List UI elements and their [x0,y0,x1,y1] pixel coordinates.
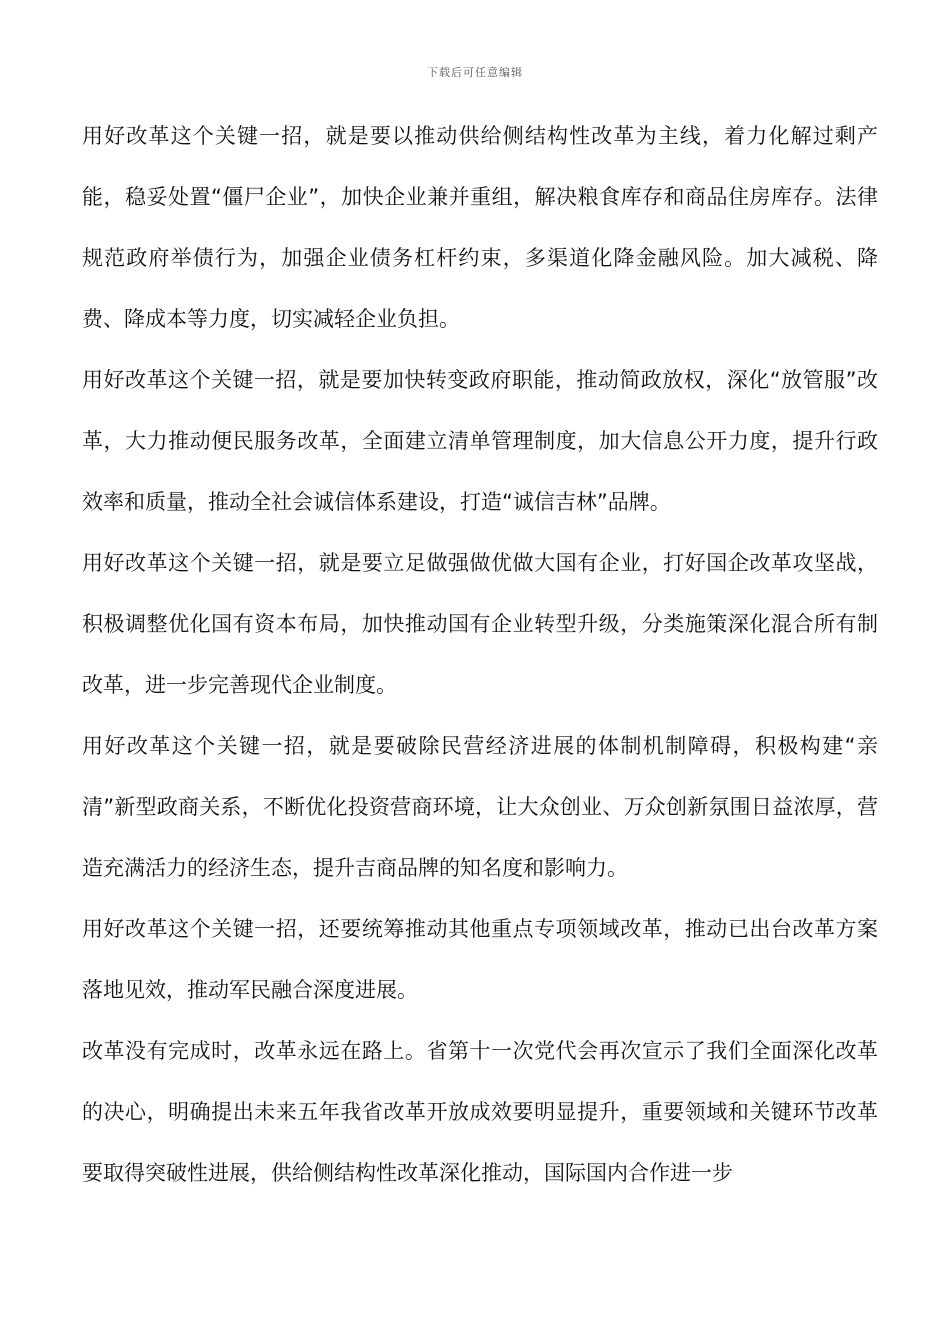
paragraph-4: 用好改革这个关键一招，就是要破除民营经济进展的体制机制障碍，积极构建“亲清”新型政商关系，不断优化投资营商环境，让大众创业、万众创新氛围日益浓厚，营造充满活力的经济生态，提升吉商品牌的知名度和影响力。 [82,734,878,880]
document-body [82,106,878,1204]
paragraph-6: 改革没有完成时，改革永远在路上。省第十一次党代会再次宣示了我们全面深化改革的决心，明确提出未来五年我省改革开放成效要明显提升，重要领域和关键环节改革要取得突破性进展，供给侧结构性改革深化推动，国际国内合作进一步 [82,1039,878,1185]
page-header: 下载后可任意编辑 [427,66,523,79]
paragraph-3: 用好改革这个关键一招，就是要立足做强做优做大国有企业，打好国企改革攻坚战，积极调整优化国有资本布局，加快推动国有企业转型升级，分类施策深化混合所有制改革，进一步完善现代企业制度。 [82,551,878,697]
paragraph-5: 用好改革这个关键一招，还要统筹推动其他重点专项领域改革，推动已出台改革方案落地见效，推动军民融合深度进展。 [82,917,878,1002]
paragraph-1: 用好改革这个关键一招，就是要以推动供给侧结构性改革为主线，着力化解过剩产能，稳妥处置“僵尸企业”，加快企业兼并重组，解决粮食库存和商品住房库存。法律规范政府举债行为，加强企业债务杠杆约束，多渠道化降金融风险。加大减税、降费、降成本等力度，切实减轻企业负担。 [82,124,878,331]
paragraph-2: 用好改革这个关键一招，就是要加快转变政府职能，推动简政放权，深化“放管服”改革，大力推动便民服务改革，全面建立清单管理制度，加大信息公开力度，提升行政效率和质量，推动全社会诚信体系建设，打造“诚信吉林”品牌。 [82,368,878,514]
